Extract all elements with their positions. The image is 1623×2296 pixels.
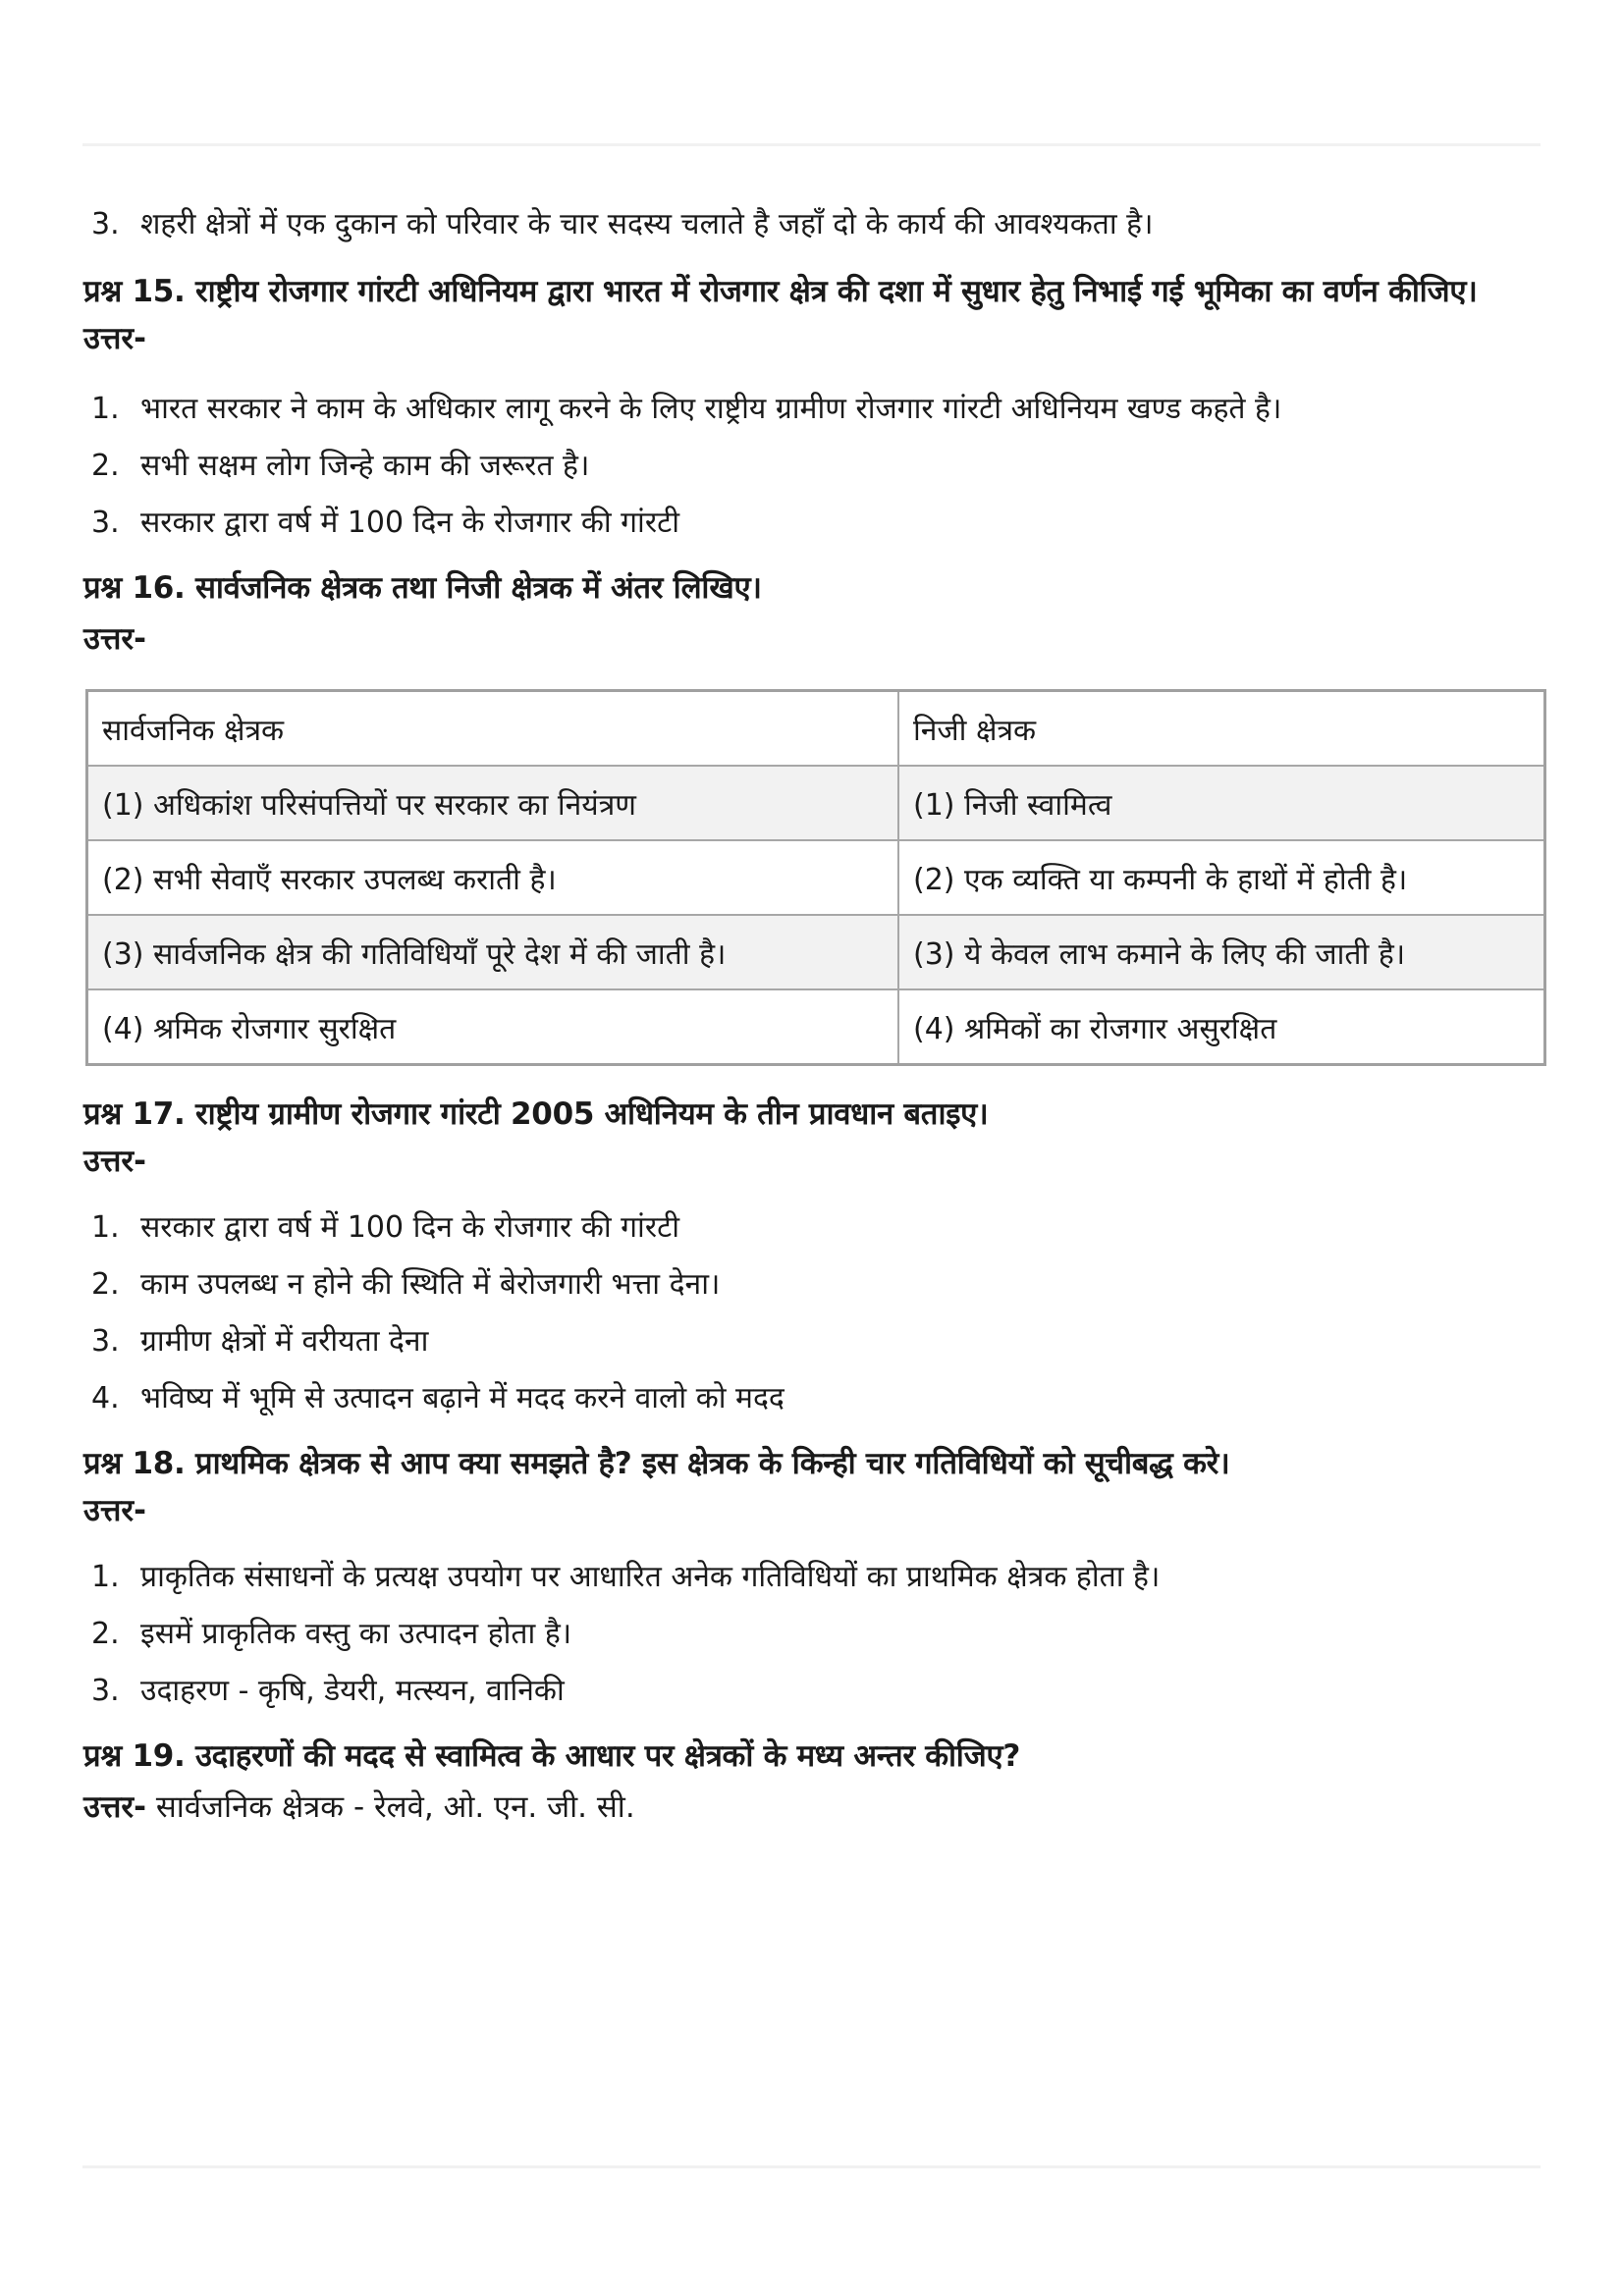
table-row [87, 840, 1545, 915]
list-item-text: शहरी क्षेत्रों में एक दुकान को परिवार के चार सदस्य चलाते है जहाँ दो के कार्य की आवश्यकता है। [140, 207, 1154, 241]
page-content [83, 196, 1546, 1828]
list-item-text: सरकार द्वारा वर्ष में 100 दिन के रोजगार की गांरटी [140, 506, 679, 540]
list-item-number: 1. [91, 1560, 120, 1594]
list-item-text: काम उपलब्ध न होने की स्थिति में बेरोजगारी भत्ता देना। [140, 1267, 721, 1302]
list-item [83, 381, 1546, 438]
list-item-number: 1. [91, 392, 120, 426]
answer-list-17 [83, 1200, 1546, 1427]
list-item-number: 3. [91, 506, 120, 540]
table-cell: (2) सभी सेवाएँ सरकार उपलब्ध कराती है। [87, 840, 899, 915]
top-list [83, 196, 1546, 253]
answer-label-18: उत्तर- [83, 1493, 146, 1528]
table-header-private: निजी क्षेत्रक [898, 691, 1545, 767]
list-item-text: सभी सक्षम लोग जिन्हे काम की जरूरत है। [140, 449, 590, 483]
comparison-table [85, 689, 1546, 1066]
list-item-text: प्राकृतिक संसाधनों के प्रत्यक्ष उपयोग पर आधारित अनेक गतिविधियों का प्राथमिक क्षेत्रक होता है। [140, 1560, 1161, 1594]
list-item [83, 1313, 1546, 1370]
table-row [87, 915, 1545, 989]
list-item [83, 1200, 1546, 1256]
list-item-number: 4. [91, 1381, 120, 1415]
list-item-number: 3. [91, 1324, 120, 1359]
table-header-row [87, 691, 1545, 767]
table-cell: (3) सार्वजनिक क्षेत्र की गतिविधियाँ पूरे देश में की जाती है। [87, 915, 899, 989]
answer-label-16: उत्तर- [83, 621, 146, 657]
answer-19 [83, 1787, 1546, 1828]
question-19: प्रश्न 19. उदाहरणों की मदद से स्वामित्व के आधार पर क्षेत्रकों के मध्य अन्तर कीजिए? [83, 1738, 1021, 1774]
table-row [87, 766, 1545, 840]
list-item-number: 3. [91, 207, 120, 241]
list-item [83, 495, 1546, 552]
table-cell: (1) अधिकांश परिसंपत्तियों पर सरकार का नियंत्रण [87, 766, 899, 840]
table-cell: (1) निजी स्वामित्व [898, 766, 1545, 840]
list-item [83, 438, 1546, 495]
list-item-number: 2. [91, 449, 120, 483]
list-item [83, 1549, 1546, 1606]
list-item [83, 1606, 1546, 1663]
list-item-text: उदाहरण - कृषि, डेयरी, मत्स्यन, वानिकी [140, 1674, 565, 1708]
table-cell: (3) ये केवल लाभ कमाने के लिए की जाती है। [898, 915, 1545, 989]
list-item-text: ग्रामीण क्षेत्रों में वरीयता देना [140, 1324, 429, 1359]
list-item [83, 1663, 1546, 1720]
table-cell: (4) श्रमिक रोजगार सुरक्षित [87, 989, 899, 1065]
list-item [83, 1370, 1546, 1427]
answer-list-18 [83, 1549, 1546, 1720]
list-item-text: भविष्य में भूमि से उत्पादन बढ़ाने में मदद करने वालो को मदद [140, 1381, 784, 1415]
question-16: प्रश्न 16. सार्वजनिक क्षेत्रक तथा निजी क्षेत्रक में अंतर लिखिए। [83, 570, 762, 606]
table-cell: (2) एक व्यक्ति या कम्पनी के हाथों में होती है। [898, 840, 1545, 915]
answer-label-19: उत्तर- [83, 1789, 146, 1825]
question-17: प्रश्न 17. राष्ट्रीय ग्रामीण रोजगार गांरटी 2005 अधिनियम के तीन प्रावधान बताइए। [83, 1096, 989, 1132]
list-item-text: इसमें प्राकृतिक वस्तु का उत्पादन होता है। [140, 1617, 572, 1651]
list-item [83, 196, 1546, 253]
table-cell: (4) श्रमिकों का रोजगार असुरक्षित [898, 989, 1545, 1065]
list-item-number: 3. [91, 1674, 120, 1708]
table-header-public: सार्वजनिक क्षेत्रक [87, 691, 899, 767]
top-divider [82, 143, 1541, 146]
list-item [83, 1256, 1546, 1313]
question-18: प्रश्न 18. प्राथमिक क्षेत्रक से आप क्या समझते है? इस क्षेत्रक के किन्ही चार गतिविधियों को सूचीबद्ध करे। [83, 1446, 1230, 1481]
list-item-text: भारत सरकार ने काम के अधिकार लागू करने के लिए राष्ट्रीय ग्रामीण रोजगार गांरटी अधिनियम खण्ड कहते है। [140, 392, 1282, 426]
answer-text-19: सार्वजनिक क्षेत्रक - रेलवे, ओ. एन. जी. सी. [145, 1789, 635, 1825]
list-item-number: 2. [91, 1267, 120, 1302]
table-row [87, 989, 1545, 1065]
answer-label-17: उत्तर- [83, 1144, 146, 1179]
list-item-number: 1. [91, 1210, 120, 1245]
answer-list-15 [83, 381, 1546, 552]
list-item-text: सरकार द्वारा वर्ष में 100 दिन के रोजगार की गांरटी [140, 1210, 679, 1245]
list-item-number: 2. [91, 1617, 120, 1651]
bottom-divider [82, 2165, 1541, 2168]
answer-label-15: उत्तर- [83, 321, 146, 356]
question-15: प्रश्न 15. राष्ट्रीय रोजगार गांरटी अधिनियम द्वारा भारत में रोजगार क्षेत्र की दशा में सुधार हेतु निभाई गई भूमिका का वर्णन कीजिए। [83, 274, 1478, 309]
